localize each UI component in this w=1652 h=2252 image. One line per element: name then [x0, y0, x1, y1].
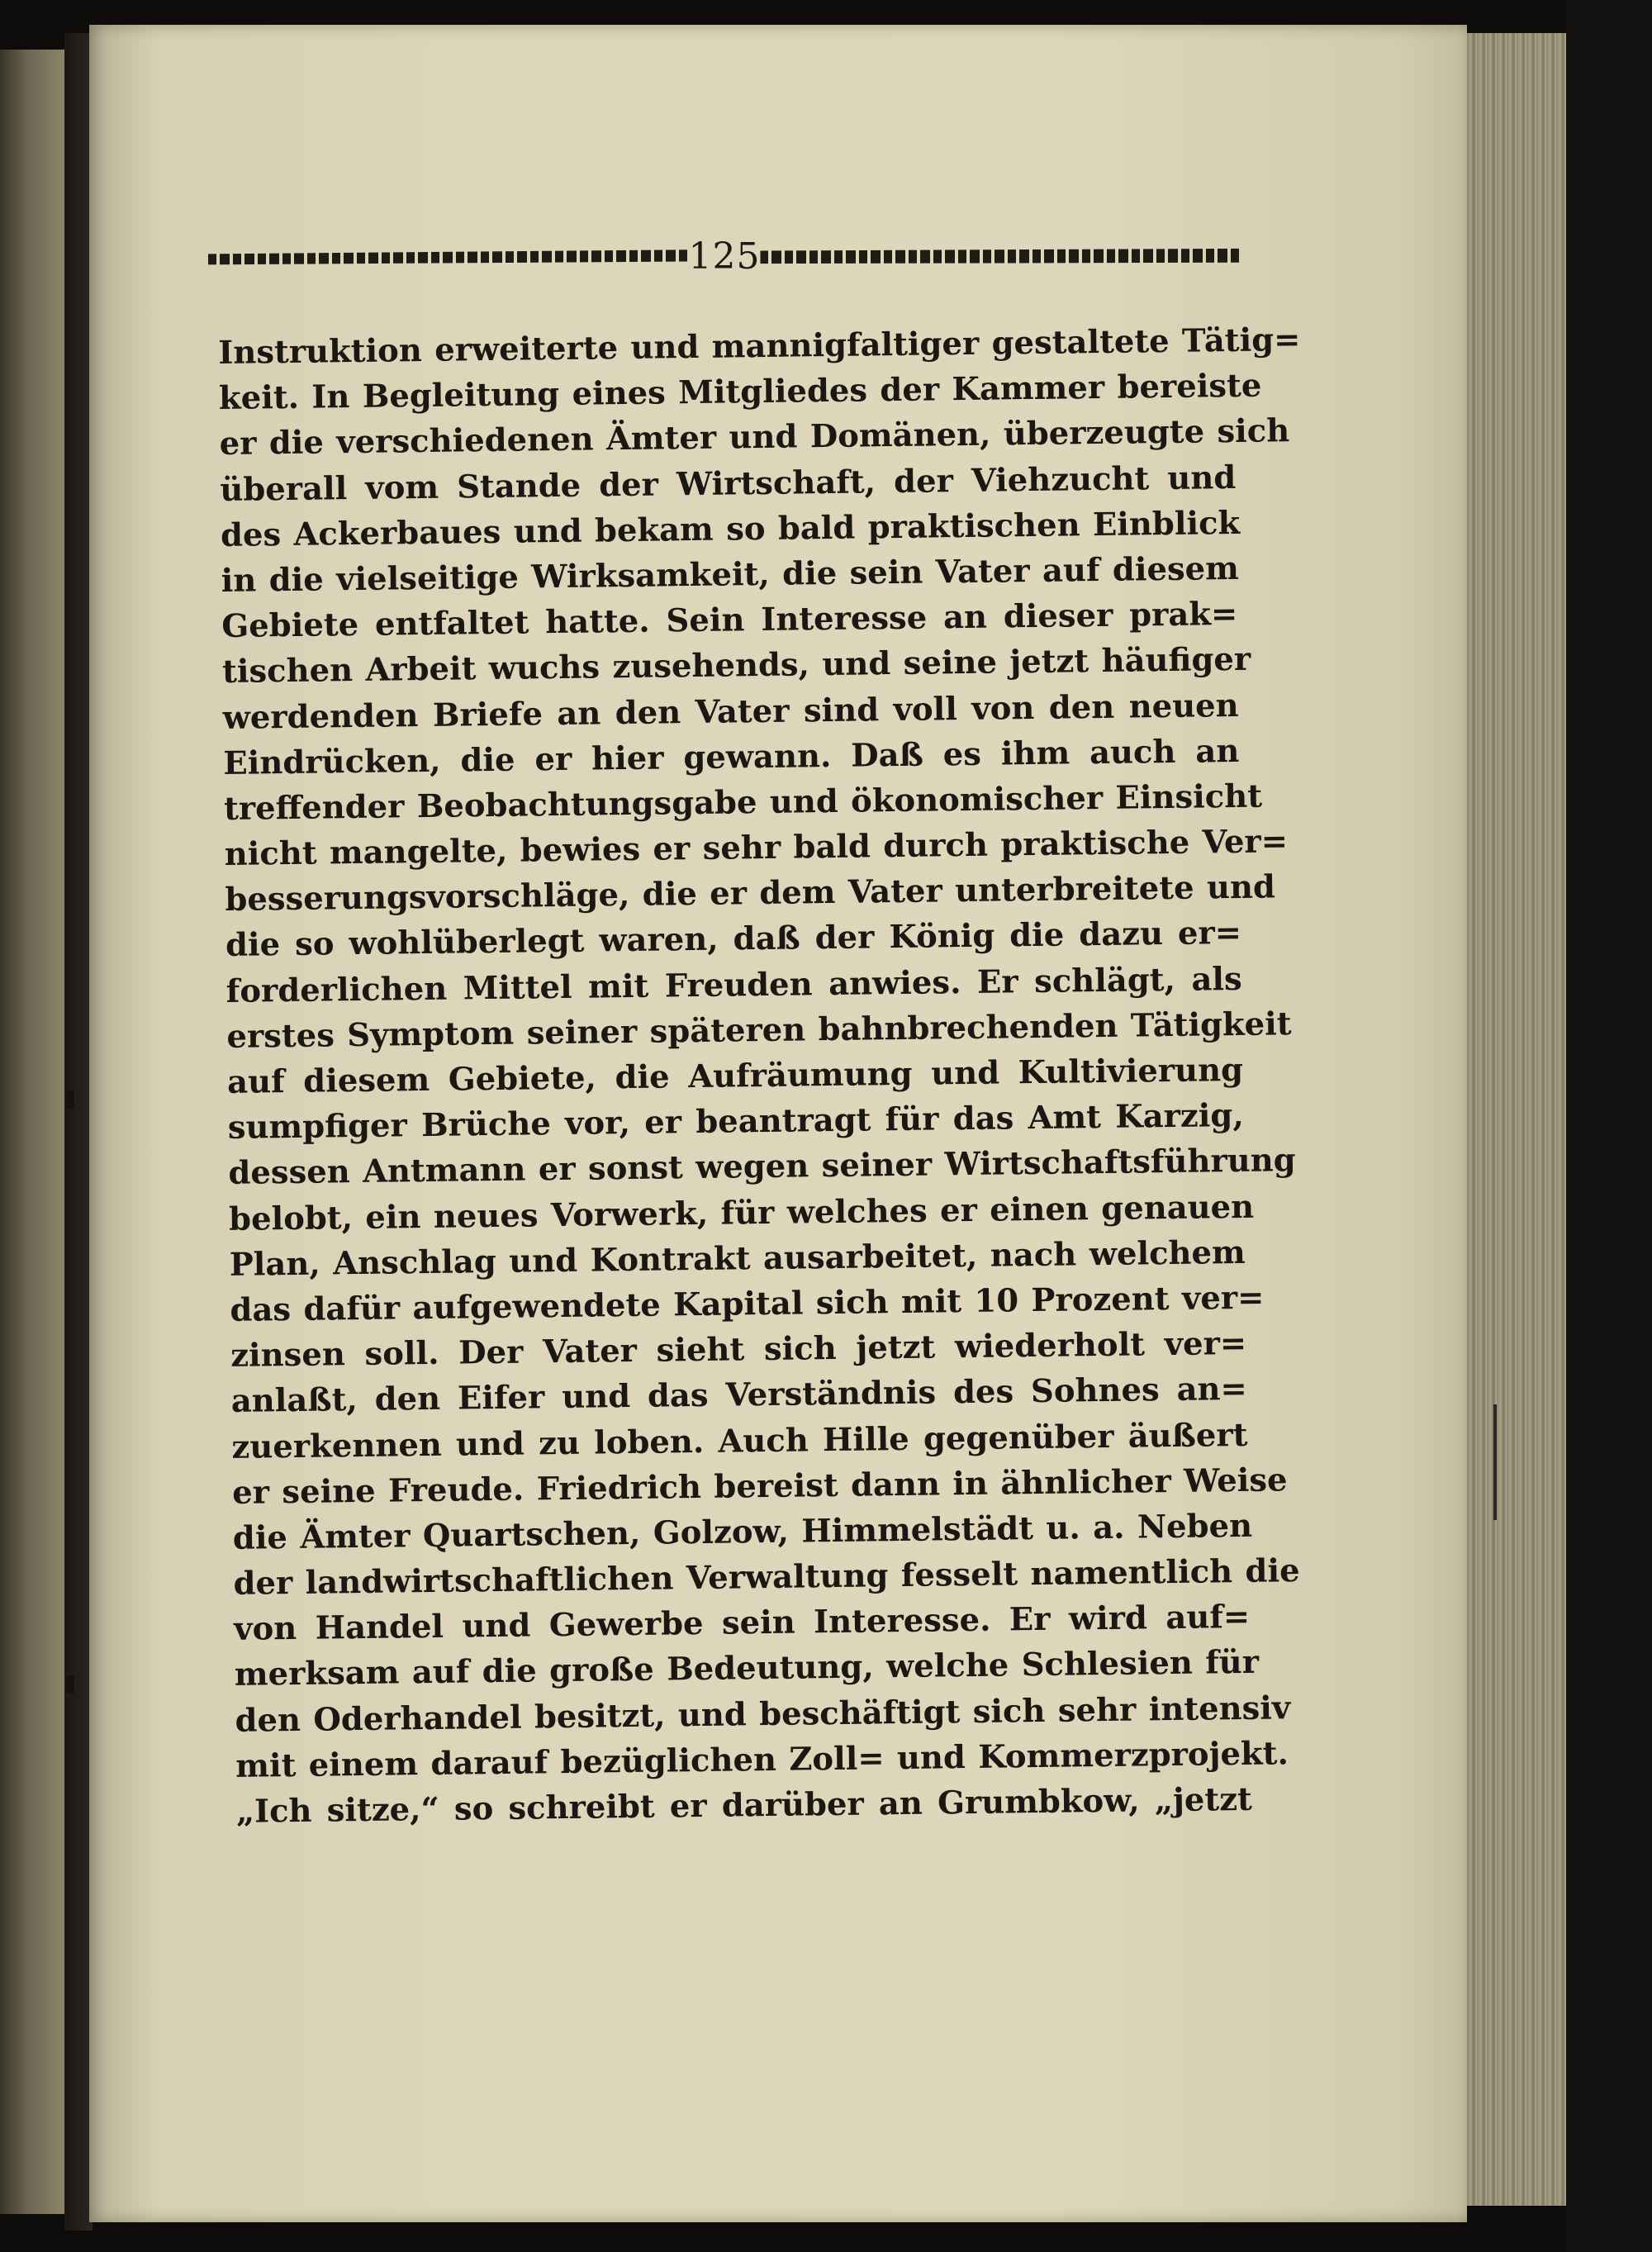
body-text: [218, 318, 1301, 1835]
text-line: erstes Symptom seiner späteren bahnbrechenden Tätigkeit: [226, 1005, 1292, 1056]
running-header: [208, 230, 1241, 283]
text-line: er die verschiedenen Ämter und Domänen, überzeugte sich: [219, 412, 1290, 463]
text-line: werdenden Briefe an den Vater sind voll von den neuen: [222, 687, 1239, 737]
margin-tab-mark: [66, 1675, 74, 1694]
header-ornament-left: [208, 245, 689, 267]
page-number: 125: [688, 235, 761, 278]
text-line: von Handel und Gewerbe sein Interesse. Er wird auf=: [233, 1599, 1251, 1649]
margin-tab-mark: [66, 1090, 74, 1109]
text-line: „Ich sitze,“ so schreibt er darüber an Grumbkow, „jetzt: [235, 1780, 1253, 1831]
text-line: Instruktion erweiterte und mannigfaltiger gestaltete Tätig=: [218, 321, 1301, 372]
text-line: merksam auf die große Bedeutung, welche Schlesien für: [234, 1644, 1260, 1694]
text-line: belobt, ein neues Vorwerk, für welches er einen genauen: [228, 1188, 1255, 1238]
book-cover-edge: [1566, 0, 1652, 2252]
text-line: zinsen soll. Der Vater sieht sich jetzt wiederholt ver=: [230, 1325, 1247, 1375]
text-line: besserungsvorschläge, die er dem Vater unterbreitete und: [225, 868, 1276, 919]
text-line: des Ackerbaues und bekam so bald praktischen Einblick: [220, 504, 1241, 554]
text-line: überall vom Stande der Wirtschaft, der Viehzucht und: [220, 458, 1237, 509]
facing-page-edge: [0, 50, 71, 2214]
text-line: treffender Beobachtungsgabe und ökonomischer Einsicht: [223, 777, 1263, 828]
text-line: Plan, Anschlag und Kontrakt ausarbeitet, nach welchem: [229, 1233, 1246, 1284]
text-line: Gebiete entfaltet hatte. Sein Interesse an dieser prak=: [221, 596, 1238, 646]
text-line: die Ämter Quartschen, Golzow, Himmelstädt u. a. Neben: [232, 1507, 1253, 1557]
text-line: in die vielseitige Wirksamkeit, die sein Vater auf diesem: [221, 549, 1240, 600]
margin-rule-mark: [1493, 1404, 1497, 1520]
text-line: auf diesem Gebiete, die Aufräumung und Kultivierung: [226, 1051, 1244, 1101]
text-line: anlaßt, den Eifer und das Verständnis des Sohnes an=: [230, 1371, 1248, 1421]
text-line: die so wohlüberlegt waren, daß der König die dazu er=: [225, 915, 1242, 965]
page-stack-edges: [1467, 33, 1566, 2206]
text-line: den Oderhandel besitzt, und beschäftigt sich sehr intensiv: [235, 1689, 1291, 1740]
text-line: dessen Antmann er sonst wegen seiner Wirtschaftsführung: [228, 1142, 1296, 1193]
text-line: zuerkennen und zu loben. Auch Hille gegenüber äußert: [231, 1416, 1248, 1466]
text-line: sumpfiger Brüche vor, er beantragt für das Amt Karzig,: [227, 1097, 1244, 1147]
text-line: keit. In Begleitung eines Mitgliedes der Kammer bereiste: [218, 367, 1262, 418]
text-line: der landwirtschaftlichen Verwaltung fesselt namentlich die: [233, 1552, 1300, 1603]
text-line: er seine Freude. Friedrich bereist dann in ähnlicher Weise: [231, 1461, 1288, 1512]
text-line: tischen Arbeit wuchs zusehends, und seine jetzt häufiger: [221, 641, 1251, 691]
text-line: forderlichen Mittel mit Freuden anwies. Er schlägt, als: [225, 960, 1242, 1010]
text-line: Eindrücken, die er hier gewann. Daß es ihm auch an: [223, 732, 1240, 782]
text-line: das dafür aufgewendete Kapital sich mit 10 Prozent ver=: [230, 1279, 1265, 1329]
text-line: nicht mangelte, bewies er sehr bald durch praktische Ver=: [224, 823, 1289, 874]
text-line: mit einem darauf bezüglichen Zoll= und Kommerzprojekt.: [235, 1735, 1289, 1785]
book-gutter: [64, 33, 93, 2231]
header-ornament-right: [760, 245, 1241, 267]
